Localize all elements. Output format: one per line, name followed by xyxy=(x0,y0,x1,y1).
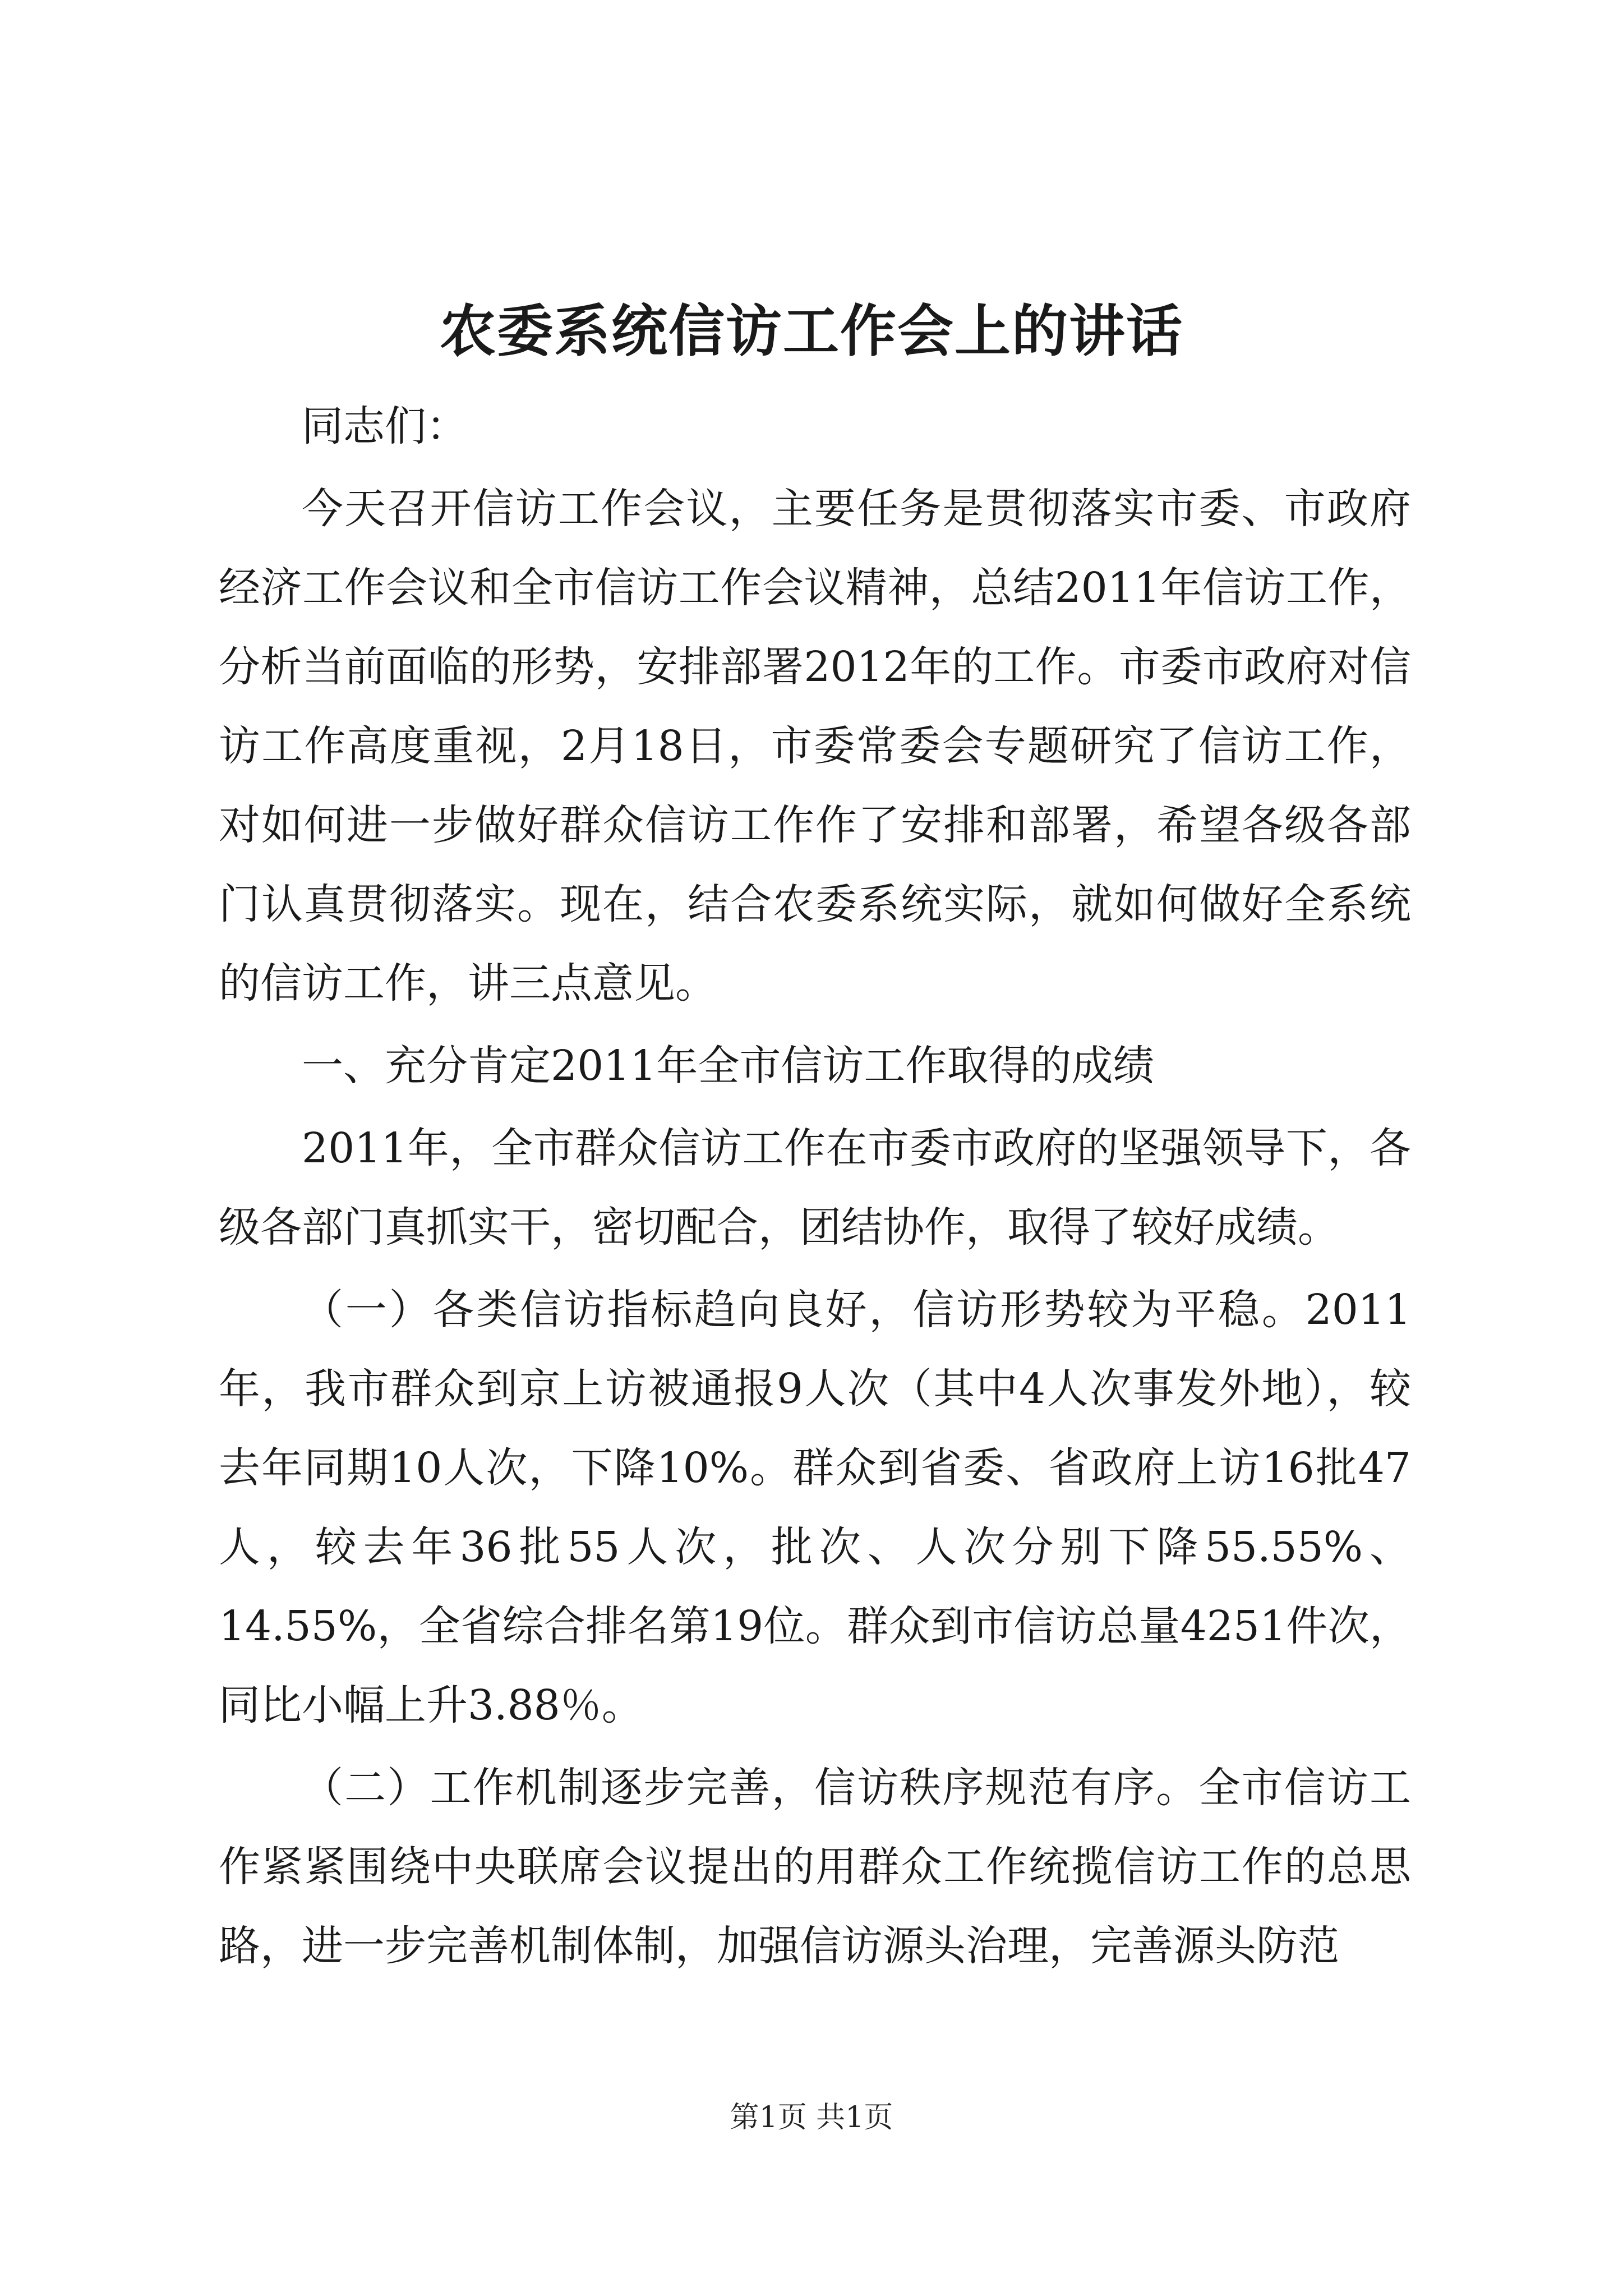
document-body xyxy=(219,387,1411,1986)
intro-paragraph: 今天召开信访工作会议，主要任务是贯彻落实市委、市政府经济工作会议和全市信访工作会议精神，总结2011年信访工作，分析当前面临的形势，安排部署2012年的工作。市委市政府对信访工作高度重视，2月18日，市委常委会专题研究了信访工作，对如何进一步做好群众信访工作作了安排和部署，希望各级各部门认真贯彻落实。现在，结合农委系统实际，就如何做好全系统的信访工作，讲三点意见。 xyxy=(219,485,1411,1007)
paragraph-mechanisms: （二）工作机制逐步完善，信访秩序规范有序。全市信访工作紧紧围绕中央联席会议提出的用群众工作统揽信访工作的总思路，进一步完善机制体制，加强信访源头治理，完善源头防范 xyxy=(219,1764,1411,1970)
document-title: 农委系统信访工作会上的讲话 xyxy=(440,298,1183,364)
page-footer: 第1页 共1页 xyxy=(730,2101,893,2134)
paragraph-2011-summary: 2011年，全市群众信访工作在市委市政府的坚强领导下，各级各部门真抓实干，密切配合，团结协作，取得了较好成绩。 xyxy=(219,1124,1411,1251)
section-heading-1: 一、充分肯定2011年全市信访工作取得的成绩 xyxy=(302,1042,1155,1090)
paragraph-indicators: （一）各类信访指标趋向良好，信访形势较为平稳。2011年，我市群众到京上访被通报9人次（其中4人次事发外地），较去年同期10人次，下降10%。群众到省委、省政府上访16批47人，较去年36批55人次，批次、人次分别下降55.55%、14.55%，全省综合排名第19位。群众到市信访总量4251件次，同比小幅上升3.88％。 xyxy=(219,1286,1411,1729)
salutation: 同志们： xyxy=(302,402,468,450)
